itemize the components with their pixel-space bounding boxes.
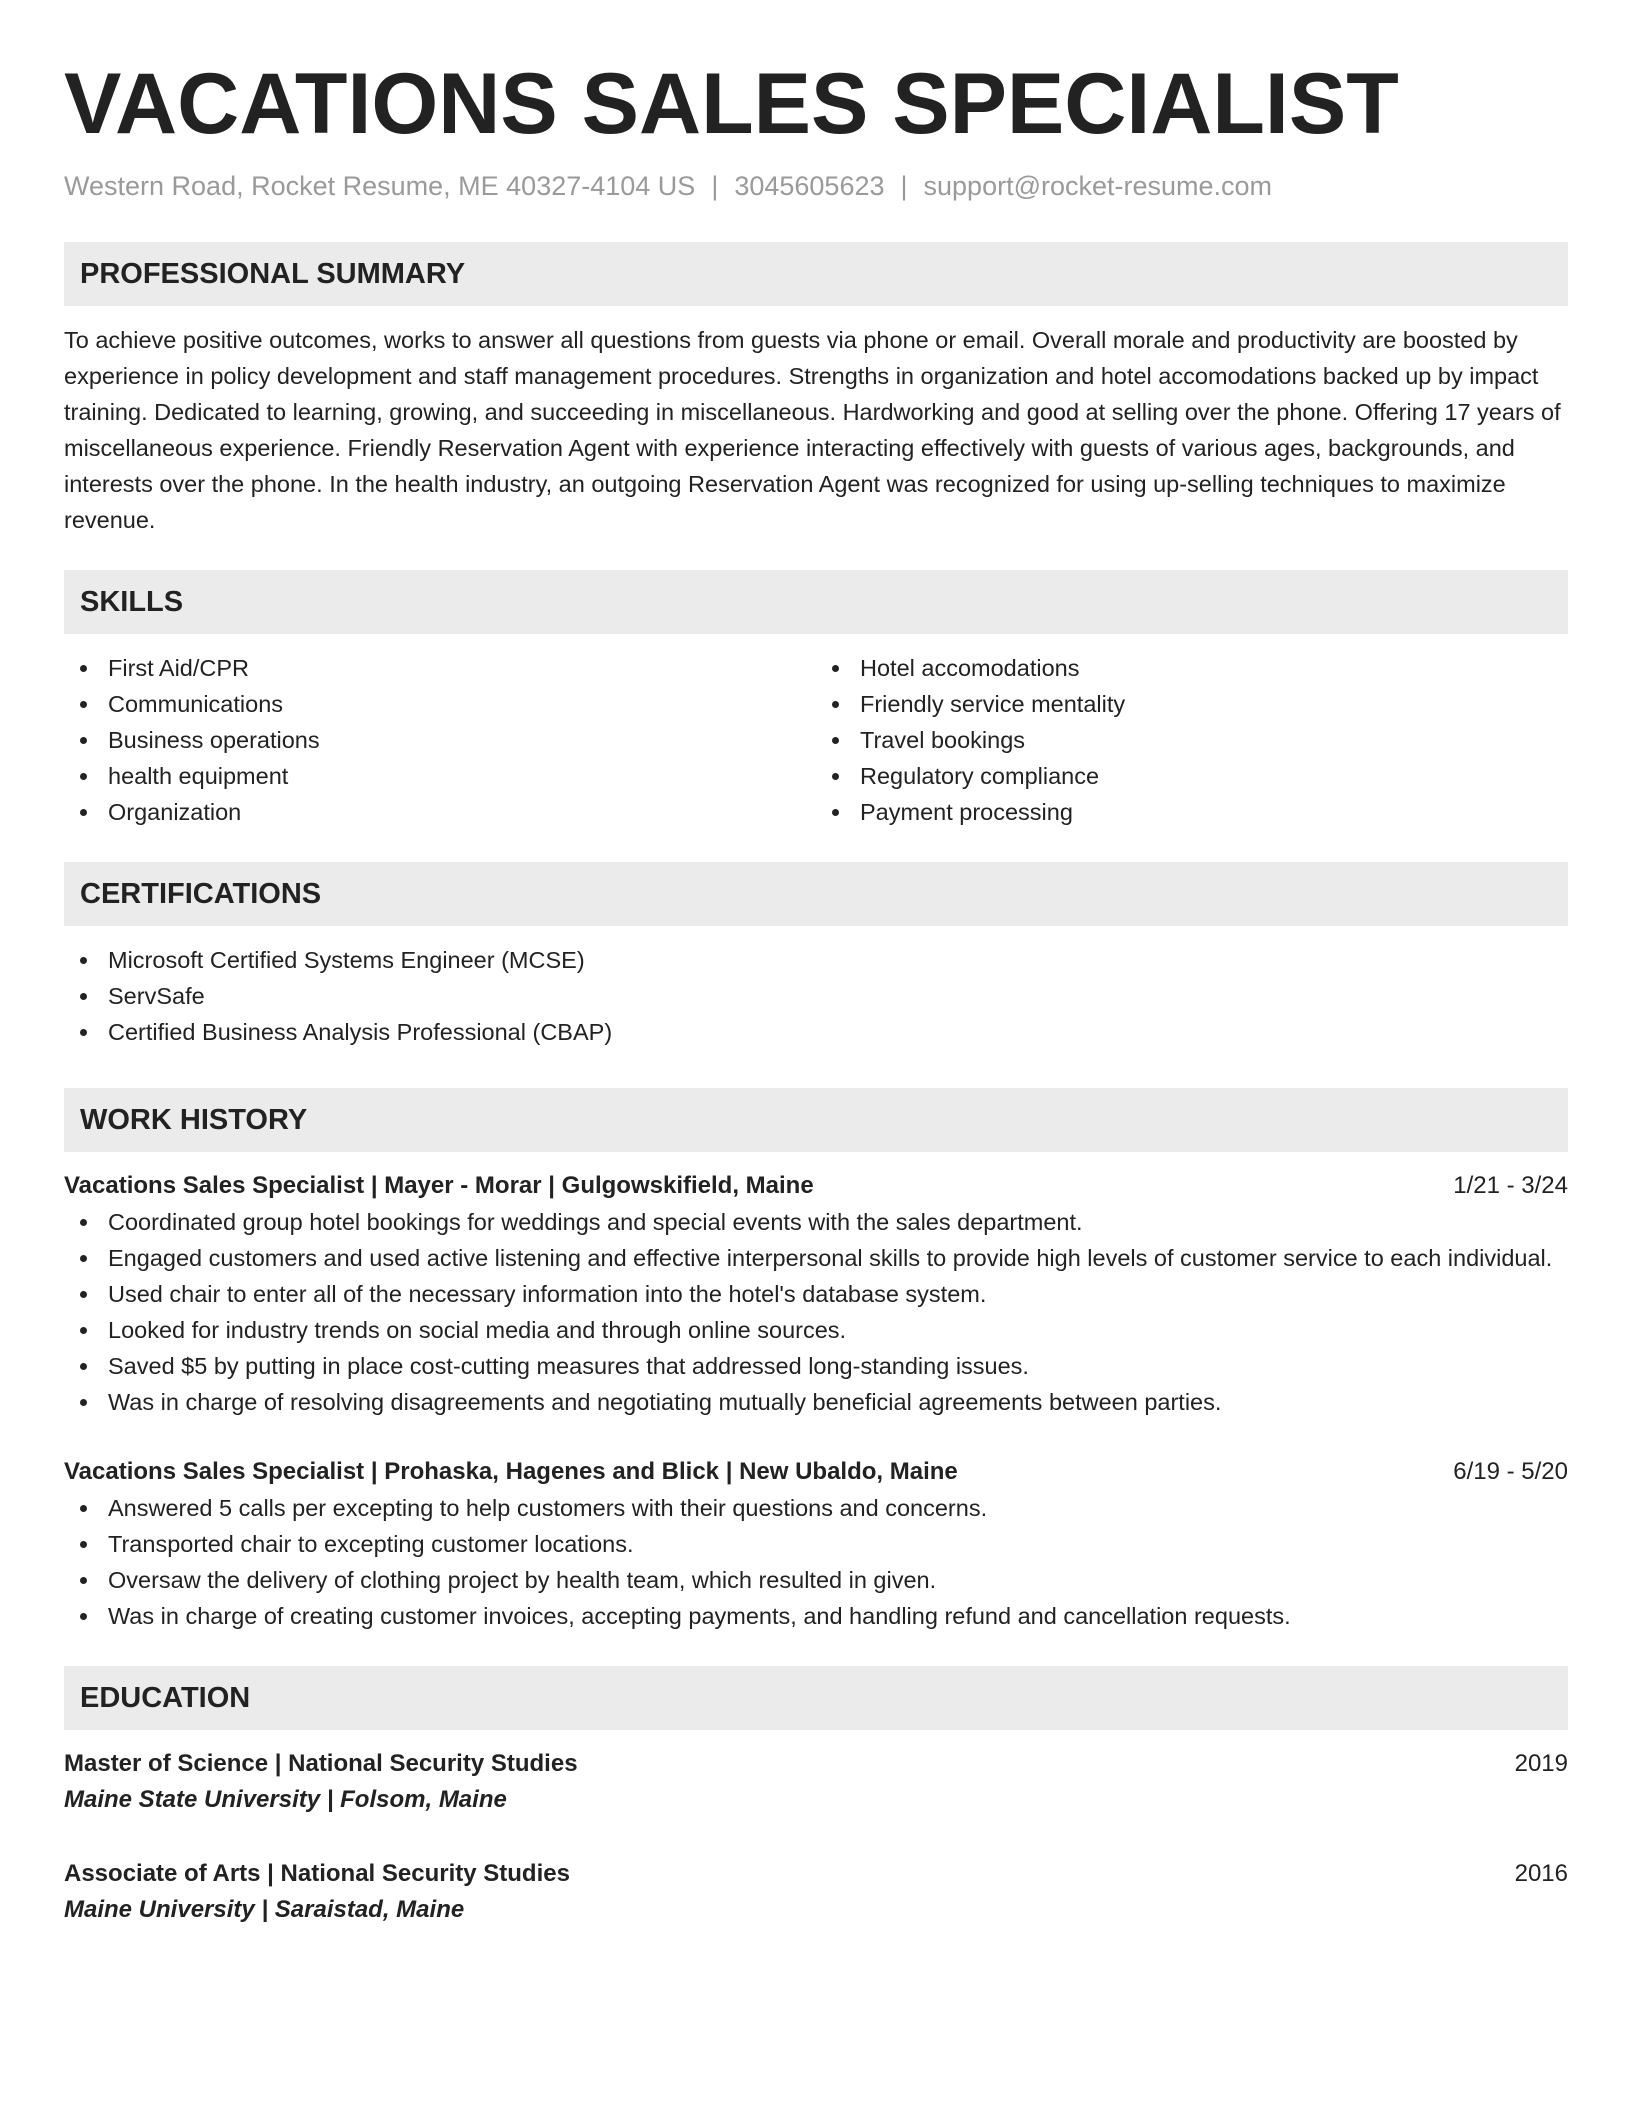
certification-item: ServSafe <box>64 978 1568 1014</box>
certification-item: Microsoft Certified Systems Engineer (MCSE) <box>64 942 1568 978</box>
job-dates: 1/21 - 3/24 <box>1453 1172 1568 1199</box>
candidate-name: VACATIONS SALES SPECIALIST <box>64 56 1399 152</box>
job-duty-item: Answered 5 calls per excepting to help customers with their questions and concerns. <box>64 1490 1568 1526</box>
skill-item: First Aid/CPR <box>64 650 816 686</box>
job-duty-item: Looked for industry trends on social media and through online sources. <box>64 1312 1568 1348</box>
job-dates: 6/19 - 5/20 <box>1453 1458 1568 1485</box>
skills-list <box>64 650 1568 830</box>
skills-column-right <box>816 650 1568 830</box>
contact-address: Western Road, Rocket Resume, ME 40327-4104 US <box>64 171 696 201</box>
job-duty-item: Engaged customers and used active listening and effective interpersonal skills to provide high levels of customer service to each individual. <box>64 1240 1568 1276</box>
skill-item: health equipment <box>64 758 816 794</box>
certifications-list <box>64 942 1568 1050</box>
skill-item: Payment processing <box>816 794 1568 830</box>
education-year: 2016 <box>1514 1860 1568 1887</box>
job-duties-list <box>64 1204 1568 1420</box>
job-duty-item: Transported chair to excepting customer locations. <box>64 1526 1568 1562</box>
section-heading-certifications: CERTIFICATIONS <box>64 862 1568 926</box>
job-header <box>64 1168 1568 1204</box>
education-degree: Master of Science | National Security Studies <box>64 1750 578 1777</box>
education-school: Maine University | Saraistad, Maine <box>64 1896 465 1923</box>
section-heading-summary: PROFESSIONAL SUMMARY <box>64 242 1568 306</box>
job-duty-item: Was in charge of creating customer invoices, accepting payments, and handling refund and cancellation requests. <box>64 1598 1568 1634</box>
education-school: Maine State University | Folsom, Maine <box>64 1786 507 1813</box>
job-entry <box>64 1168 1568 1420</box>
job-header <box>64 1454 1568 1490</box>
education-degree: Associate of Arts | National Security Studies <box>64 1860 570 1887</box>
skill-item: Organization <box>64 794 816 830</box>
education-entry <box>64 1746 1568 1818</box>
contact-separator: | <box>711 171 719 201</box>
job-title: Vacations Sales Specialist | Prohaska, Hagenes and Blick | New Ubaldo, Maine <box>64 1458 958 1485</box>
skill-item: Regulatory compliance <box>816 758 1568 794</box>
education-header <box>64 1856 1568 1892</box>
skill-item: Business operations <box>64 722 816 758</box>
job-entry <box>64 1454 1568 1634</box>
job-title: Vacations Sales Specialist | Mayer - Morar | Gulgowskifield, Maine <box>64 1172 814 1199</box>
skills-column-left <box>64 650 816 830</box>
section-heading-education: EDUCATION <box>64 1666 1568 1730</box>
section-heading-skills: SKILLS <box>64 570 1568 634</box>
skill-item: Communications <box>64 686 816 722</box>
job-duty-item: Coordinated group hotel bookings for weddings and special events with the sales department. <box>64 1204 1568 1240</box>
certification-item: Certified Business Analysis Professional (CBAP) <box>64 1014 1568 1050</box>
contact-phone: 3045605623 <box>734 171 885 201</box>
skill-item: Hotel accomodations <box>816 650 1568 686</box>
job-duty-item: Oversaw the delivery of clothing project by health team, which resulted in given. <box>64 1562 1568 1598</box>
education-header <box>64 1746 1568 1782</box>
job-duty-item: Used chair to enter all of the necessary information into the hotel's database system. <box>64 1276 1568 1312</box>
skill-item: Travel bookings <box>816 722 1568 758</box>
summary-text: To achieve positive outcomes, works to answer all questions from guests via phone or email. Overall morale and productivity are boosted by experience in policy development and staff management procedures. Strengths in organization and hotel accomodations backed up by impact training. Dedicated to learning, growing, and succeeding in miscellaneous. Hardworking and good at selling over the phone. Offering 17 years of miscellaneous experience. Friendly Reservation Agent with experience interacting effectively with guests of various ages, backgrounds, and interests over the phone. In the health industry, an outgoing Reservation Agent was recognized for using up-selling techniques to maximize revenue. <box>64 327 1561 533</box>
contact-line <box>64 168 1568 204</box>
section-heading-work-history: WORK HISTORY <box>64 1088 1568 1152</box>
job-duty-item: Was in charge of resolving disagreements and negotiating mutually beneficial agreements between parties. <box>64 1384 1568 1420</box>
contact-email: support@rocket-resume.com <box>923 171 1273 201</box>
job-duty-item: Saved $5 by putting in place cost-cutting measures that addressed long-standing issues. <box>64 1348 1568 1384</box>
skill-item: Friendly service mentality <box>816 686 1568 722</box>
education-entry <box>64 1856 1568 1928</box>
contact-separator: | <box>900 171 908 201</box>
job-duties-list <box>64 1490 1568 1634</box>
education-year: 2019 <box>1514 1750 1568 1777</box>
